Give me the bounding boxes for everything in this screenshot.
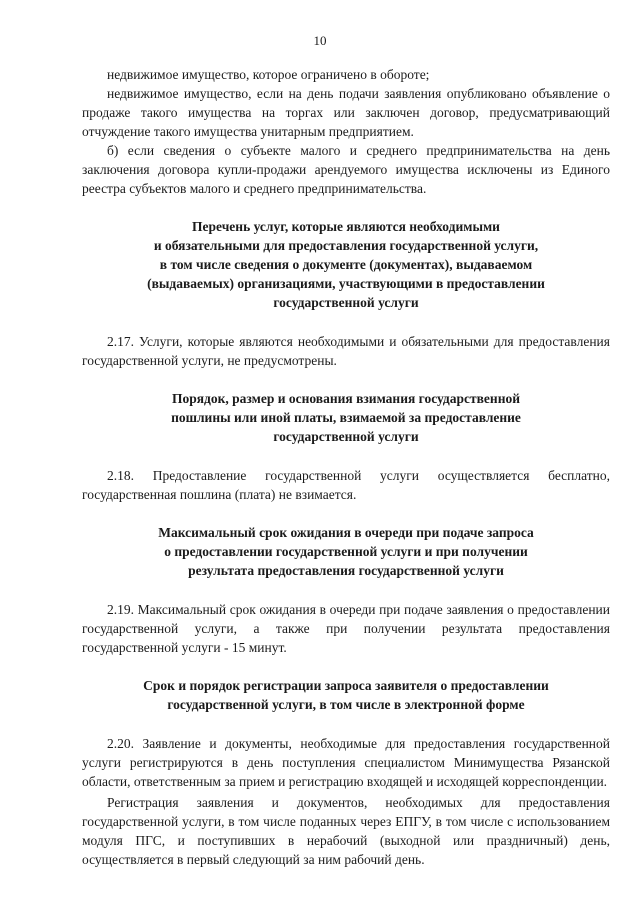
- paragraph: недвижимое имущество, если на день подачи заявления опубликовано объявление о продаже такого имущества на торгах или заключен договор, предусматривающий отчуждение такого имущества унитарным предприятием.: [82, 86, 610, 139]
- heading-line: результата предоставления государственной услуги: [188, 563, 504, 578]
- section-text-2-20: 2.20. Заявление и документы, необходимые для предоставления государственной услуги регистрируются в день поступления специалистом Минимущества Рязанской области, ответственным за прием и регистрацию входящей и исходящей корреспонденции.: [82, 736, 610, 789]
- heading-line: в том числе сведения о документе (документах), выдаваемом: [159, 257, 533, 272]
- heading-line: пошлины или иной платы, взимаемой за предоставление: [171, 410, 521, 425]
- heading-line: Перечень услуг, которые являются необходимыми: [192, 219, 500, 234]
- paragraph: б) если сведения о субъекте малого и среднего предпринимательства на день заключения договора купли-продажи арендуемого имущества исключены из Единого реестра субъектов малого и среднего предпринимательства.: [82, 143, 610, 196]
- section-text-2-18: 2.18. Предоставление государственной услуги осуществляется бесплатно, государственная пошлина (плата) не взимается.: [82, 468, 610, 502]
- heading-line: Срок и порядок регистрации запроса заявителя о предоставлении: [143, 678, 549, 693]
- page-number: 10: [313, 33, 327, 48]
- section-text-2-20-registration: Регистрация заявления и документов, необходимых для предоставления государственной услуги, в том числе поданных через ЕПГУ, в том числе с использованием модуля ПГС, и поступивших в нерабочий (выходной или праздничный) день, осуществляется в первый следующий за ним рабочий день.: [82, 795, 610, 867]
- heading-line: государственной услуги: [273, 295, 419, 310]
- section-heading-2-19: [82, 523, 610, 580]
- paragraph: недвижимое имущество, которое ограничено в обороте;: [107, 67, 430, 82]
- heading-line: о предоставлении государственной услуги и при получении: [164, 544, 528, 559]
- section-heading-2-20: [82, 676, 610, 714]
- section-heading-2-18: [82, 389, 610, 446]
- section-text-2-19: 2.19. Максимальный срок ожидания в очереди при подаче заявления о предоставлении государственной услуги, а также при получении результата предоставления государственной услуги - 15 минут.: [82, 602, 610, 655]
- heading-line: Максимальный срок ожидания в очереди при подаче запроса: [158, 525, 534, 540]
- document-body: [82, 65, 610, 869]
- heading-line: и обязательными для предоставления государственной услуги,: [153, 238, 539, 253]
- heading-line: (выдаваемых) организациями, участвующими в предоставлении: [147, 276, 545, 291]
- section-heading-2-17: [82, 217, 610, 312]
- heading-line: государственной услуги: [273, 429, 419, 444]
- heading-line: государственной услуги, в том числе в электронной форме: [167, 697, 525, 712]
- section-text-2-17: 2.17. Услуги, которые являются необходимыми и обязательными для предоставления государственной услуги, не предусмотрены.: [82, 334, 610, 368]
- heading-line: Порядок, размер и основания взимания государственной: [171, 391, 520, 406]
